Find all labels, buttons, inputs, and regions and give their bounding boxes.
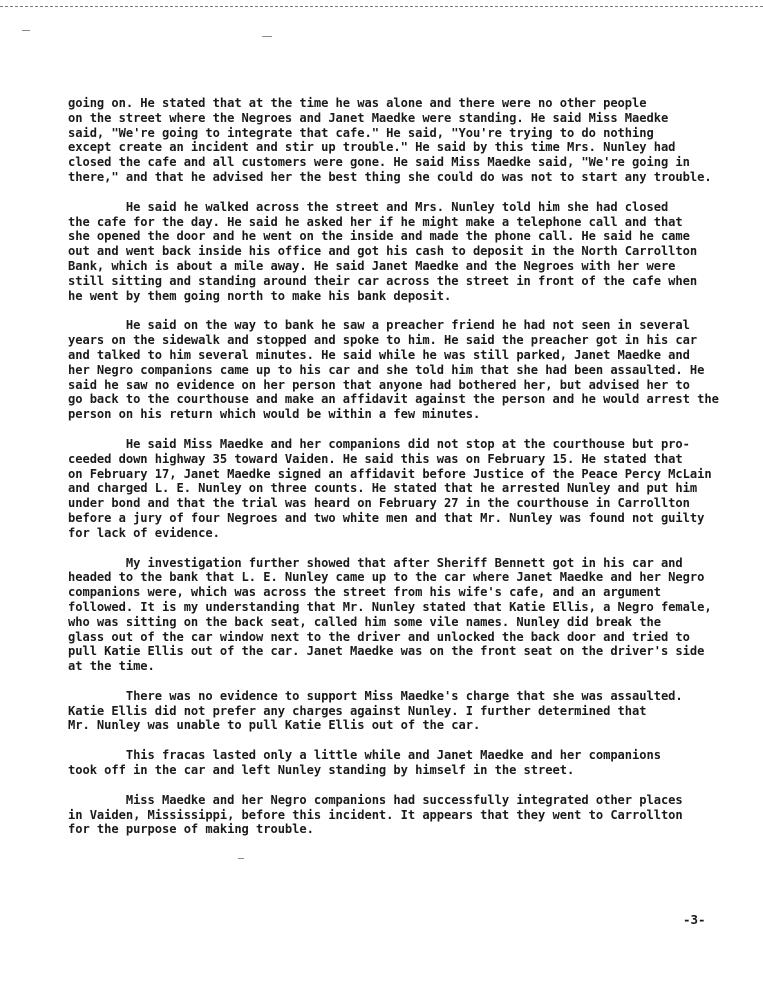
paragraph: [68, 318, 748, 422]
paragraph: [68, 437, 748, 541]
text-line: and talked to him several minutes. He said while he was still parked, Janet Maedke and: [68, 347, 690, 362]
text-line: Bank, which is about a mile away. He said Janet Maedke and the Negroes with her were: [68, 258, 676, 273]
text-line: except create an incident and stir up trouble." He said by this time Mrs. Nunley had: [68, 140, 676, 155]
text-line: there," and that he advised her the best thing she could do was not to start any trouble.: [68, 169, 712, 184]
text-line: out and went back inside his office and got his cash to deposit in the North Carrollton: [68, 244, 698, 259]
text-line: on the street where the Negroes and Janet Maedke were standing. He said Miss Maedke: [68, 110, 669, 125]
text-line: who was sitting on the back seat, called him some vile names. Nunley did break the: [68, 614, 661, 629]
text-line: headed to the bank that L. E. Nunley came up to the car where Janet Maedke and her Negro: [68, 570, 705, 585]
text-line: Katie Ellis did not prefer any charges against Nunley. I further determined that: [68, 703, 647, 718]
text-line: he went by them going north to make his bank deposit.: [68, 288, 452, 303]
paragraph: [68, 556, 748, 674]
text-line: closed the cafe and all customers were gone. He said Miss Maedke said, "We're going in: [68, 155, 690, 170]
text-line: pull Katie Ellis out of the car. Janet Maedke was on the front seat on the driver's side: [68, 644, 705, 659]
text-line: her Negro companions came up to his car and she told him that she had been assaulted. He: [68, 362, 705, 377]
paragraph: [68, 689, 748, 733]
text-line: ceeded down highway 35 toward Vaiden. He said this was on February 15. He stated that: [68, 451, 683, 466]
scan-top-edge: [0, 0, 763, 7]
scan-speck: [238, 858, 244, 859]
text-line: in Vaiden, Mississippi, before this incident. It appears that they went to Carrollton: [68, 807, 683, 822]
document-body: [68, 96, 748, 852]
text-line: said he saw no evidence on her person that anyone had bothered her, but advised her to: [68, 377, 690, 392]
text-line: at the time.: [68, 659, 155, 674]
text-line: glass out of the car window next to the driver and unlocked the back door and tried to: [68, 629, 690, 644]
paragraph: [68, 793, 748, 837]
text-line: go back to the courthouse and make an affidavit against the person and he would arrest the: [68, 392, 719, 407]
text-line: There was no evidence to support Miss Maedke's charge that she was assaulted.: [68, 688, 683, 703]
text-line: companions were, which was across the street from his wife's cafe, and an argument: [68, 585, 661, 600]
text-line: still sitting and standing around their car across the street in front of the cafe when: [68, 273, 698, 288]
text-line: My investigation further showed that after Sheriff Bennett got in his car and: [68, 555, 683, 570]
page-number: -3-: [683, 912, 706, 927]
text-line: Miss Maedke and her Negro companions had successfully integrated other places: [68, 792, 683, 807]
text-line: under bond and that the trial was heard on February 27 in the courthouse in Carrollton: [68, 496, 690, 511]
text-line: said, "We're going to integrate that cafe." He said, "You're trying to do nothing: [68, 125, 654, 140]
paragraph: [68, 200, 748, 304]
text-line: followed. It is my understanding that Mr. Nunley stated that Katie Ellis, a Negro female,: [68, 599, 712, 614]
scan-speck: [22, 30, 30, 31]
scan-speck: [262, 36, 272, 37]
paragraph: [68, 96, 748, 185]
text-line: for lack of evidence.: [68, 525, 220, 540]
text-line: and charged L. E. Nunley on three counts. He stated that he arrested Nunley and put him: [68, 481, 698, 496]
text-line: she opened the door and he went on the inside and made the phone call. He said he came: [68, 229, 690, 244]
text-line: person on his return which would be within a few minutes.: [68, 407, 481, 422]
text-line: before a jury of four Negroes and two white men and that Mr. Nunley was found not guilty: [68, 510, 705, 525]
paragraph: [68, 748, 748, 778]
text-line: for the purpose of making trouble.: [68, 822, 314, 837]
text-line: He said he walked across the street and Mrs. Nunley told him she had closed: [68, 199, 669, 214]
text-line: took off in the car and left Nunley standing by himself in the street.: [68, 763, 575, 778]
text-line: This fracas lasted only a little while and Janet Maedke and her companions: [68, 748, 661, 763]
text-line: years on the sidewalk and stopped and spoke to him. He said the preacher got in his car: [68, 333, 698, 348]
text-line: the cafe for the day. He said he asked her if he might make a telephone call and that: [68, 214, 683, 229]
text-line: Mr. Nunley was unable to pull Katie Ellis out of the car.: [68, 718, 481, 733]
text-line: on February 17, Janet Maedke signed an affidavit before Justice of the Peace Percy McLain: [68, 466, 712, 481]
text-line: He said on the way to bank he saw a preacher friend he had not seen in several: [68, 318, 690, 333]
text-line: He said Miss Maedke and her companions did not stop at the courthouse but pro-: [68, 436, 690, 451]
text-line: going on. He stated that at the time he was alone and there were no other people: [68, 96, 647, 110]
